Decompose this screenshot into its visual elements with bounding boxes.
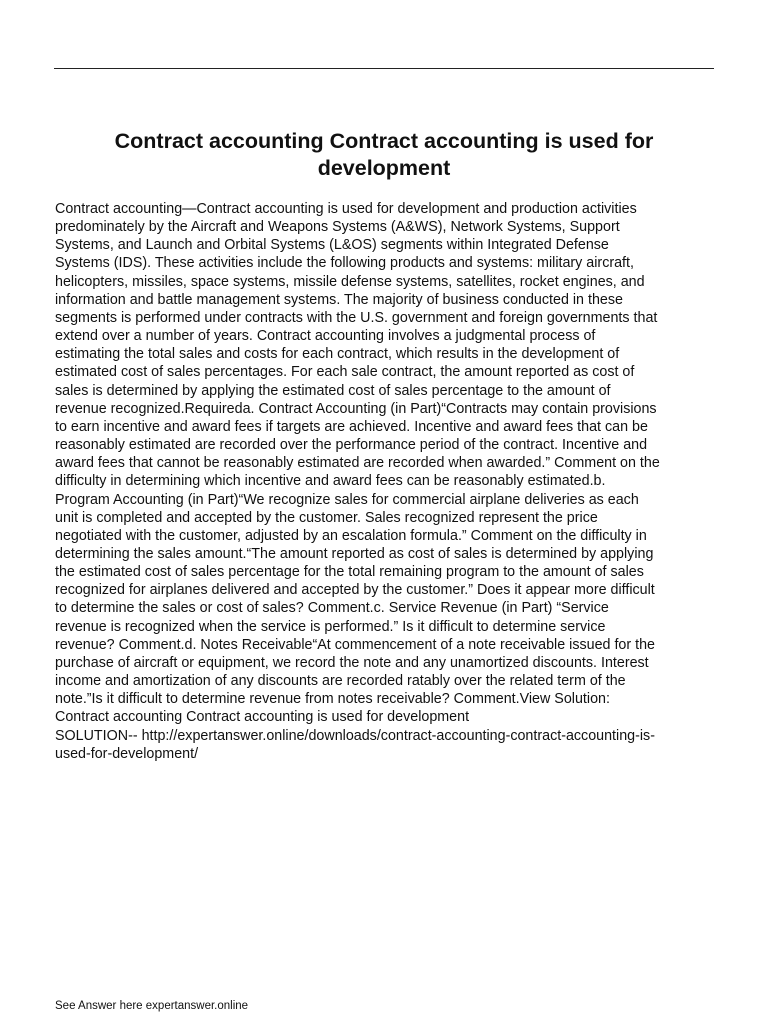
body-line: purchase of aircraft or equipment, we record the note and any unamortized discounts. Interest (55, 654, 649, 671)
body-line: difficulty in determining which incentive and award fees can be reasonably estimated.b. (55, 473, 606, 490)
body-line: extend over a number of years. Contract accounting involves a judgmental process of (55, 328, 596, 345)
body-line: information and battle management systems. The majority of business conducted in these (55, 291, 623, 308)
body-line: revenue recognized.Requireda. Contract Accounting (in Part)“Contracts may contain provisions (55, 400, 657, 417)
body-line: to determine the sales or cost of sales? Comment.c. Service Revenue (in Part) “Service (55, 600, 609, 617)
body-line: negotiated with the customer, adjusted by an escalation formula.” Comment on the difficulty in (55, 527, 647, 544)
footer-note: See Answer here expertanswer.online (55, 1000, 249, 1012)
body-line: award fees that cannot be reasonably estimated are recorded when awarded.” Comment on the (55, 455, 660, 472)
body-line: estimated cost of sales percentages. For each sale contract, the amount reported as cost of (55, 364, 635, 381)
body-line: determining the sales amount.“The amount reported as cost of sales is determined by applying (55, 545, 654, 562)
body-line: revenue? Comment.d. Notes Receivable“At commencement of a note receivable issued for the (55, 636, 655, 653)
body-line: unit is completed and accepted by the customer. Sales recognized represent the price (55, 509, 598, 526)
body-line: helicopters, missiles, space systems, missile defense systems, satellites, rocket engines, and (55, 273, 645, 290)
body-line: to earn incentive and award fees if targets are achieved. Incentive and award fees that can be (55, 418, 648, 435)
body-line: note.”Is it difficult to determine revenue from notes receivable? Comment.View Solution: (55, 691, 610, 708)
body-line: income and amortization of any discounts are recorded ratably over the related term of the (55, 673, 626, 690)
document-body (55, 200, 715, 763)
body-line: reasonably estimated are recorded over the performance period of the contract. Incentive and (55, 437, 648, 454)
body-line: predominately by the Aircraft and Weapons Systems (A&WS), Network Systems, Support (55, 219, 620, 236)
body-line: Contract accounting—Contract accounting is used for development and production activities (55, 201, 637, 217)
solution-link-continued[interactable]: used-for-development/ (55, 745, 199, 762)
document-title: Contract accounting Contract accounting is used for development (114, 129, 654, 180)
header-divider (54, 68, 714, 69)
body-line: Systems (IDS). These activities include the following products and systems: military aircraft, (55, 255, 634, 272)
body-line: Systems, and Launch and Orbital Systems (L&OS) segments within Integrated Defense (55, 237, 609, 254)
body-line: estimating the total sales and costs for each contract, which results in the development of (55, 346, 620, 363)
body-line: recognized for airplanes delivered and accepted by the customer.” Does it appear more difficult (55, 582, 655, 599)
body-line: segments is performed under contracts with the U.S. government and foreign governments that (55, 309, 658, 326)
body-line: the estimated cost of sales percentage for the total remaining program to the amount of sales (55, 564, 644, 581)
body-line: Program Accounting (in Part)“We recognize sales for commercial airplane deliveries as each (55, 491, 639, 508)
body-line: Contract accounting Contract accounting is used for development (55, 709, 470, 726)
body-line: revenue is recognized when the service is performed.” Is it difficult to determine service (55, 618, 606, 635)
solution-link[interactable]: SOLUTION-- http://expertanswer.online/downloads/contract-accounting-contract-accounting-is- (55, 727, 655, 744)
body-line: sales is determined by applying the estimated cost of sales percentage to the amount of (55, 382, 611, 399)
